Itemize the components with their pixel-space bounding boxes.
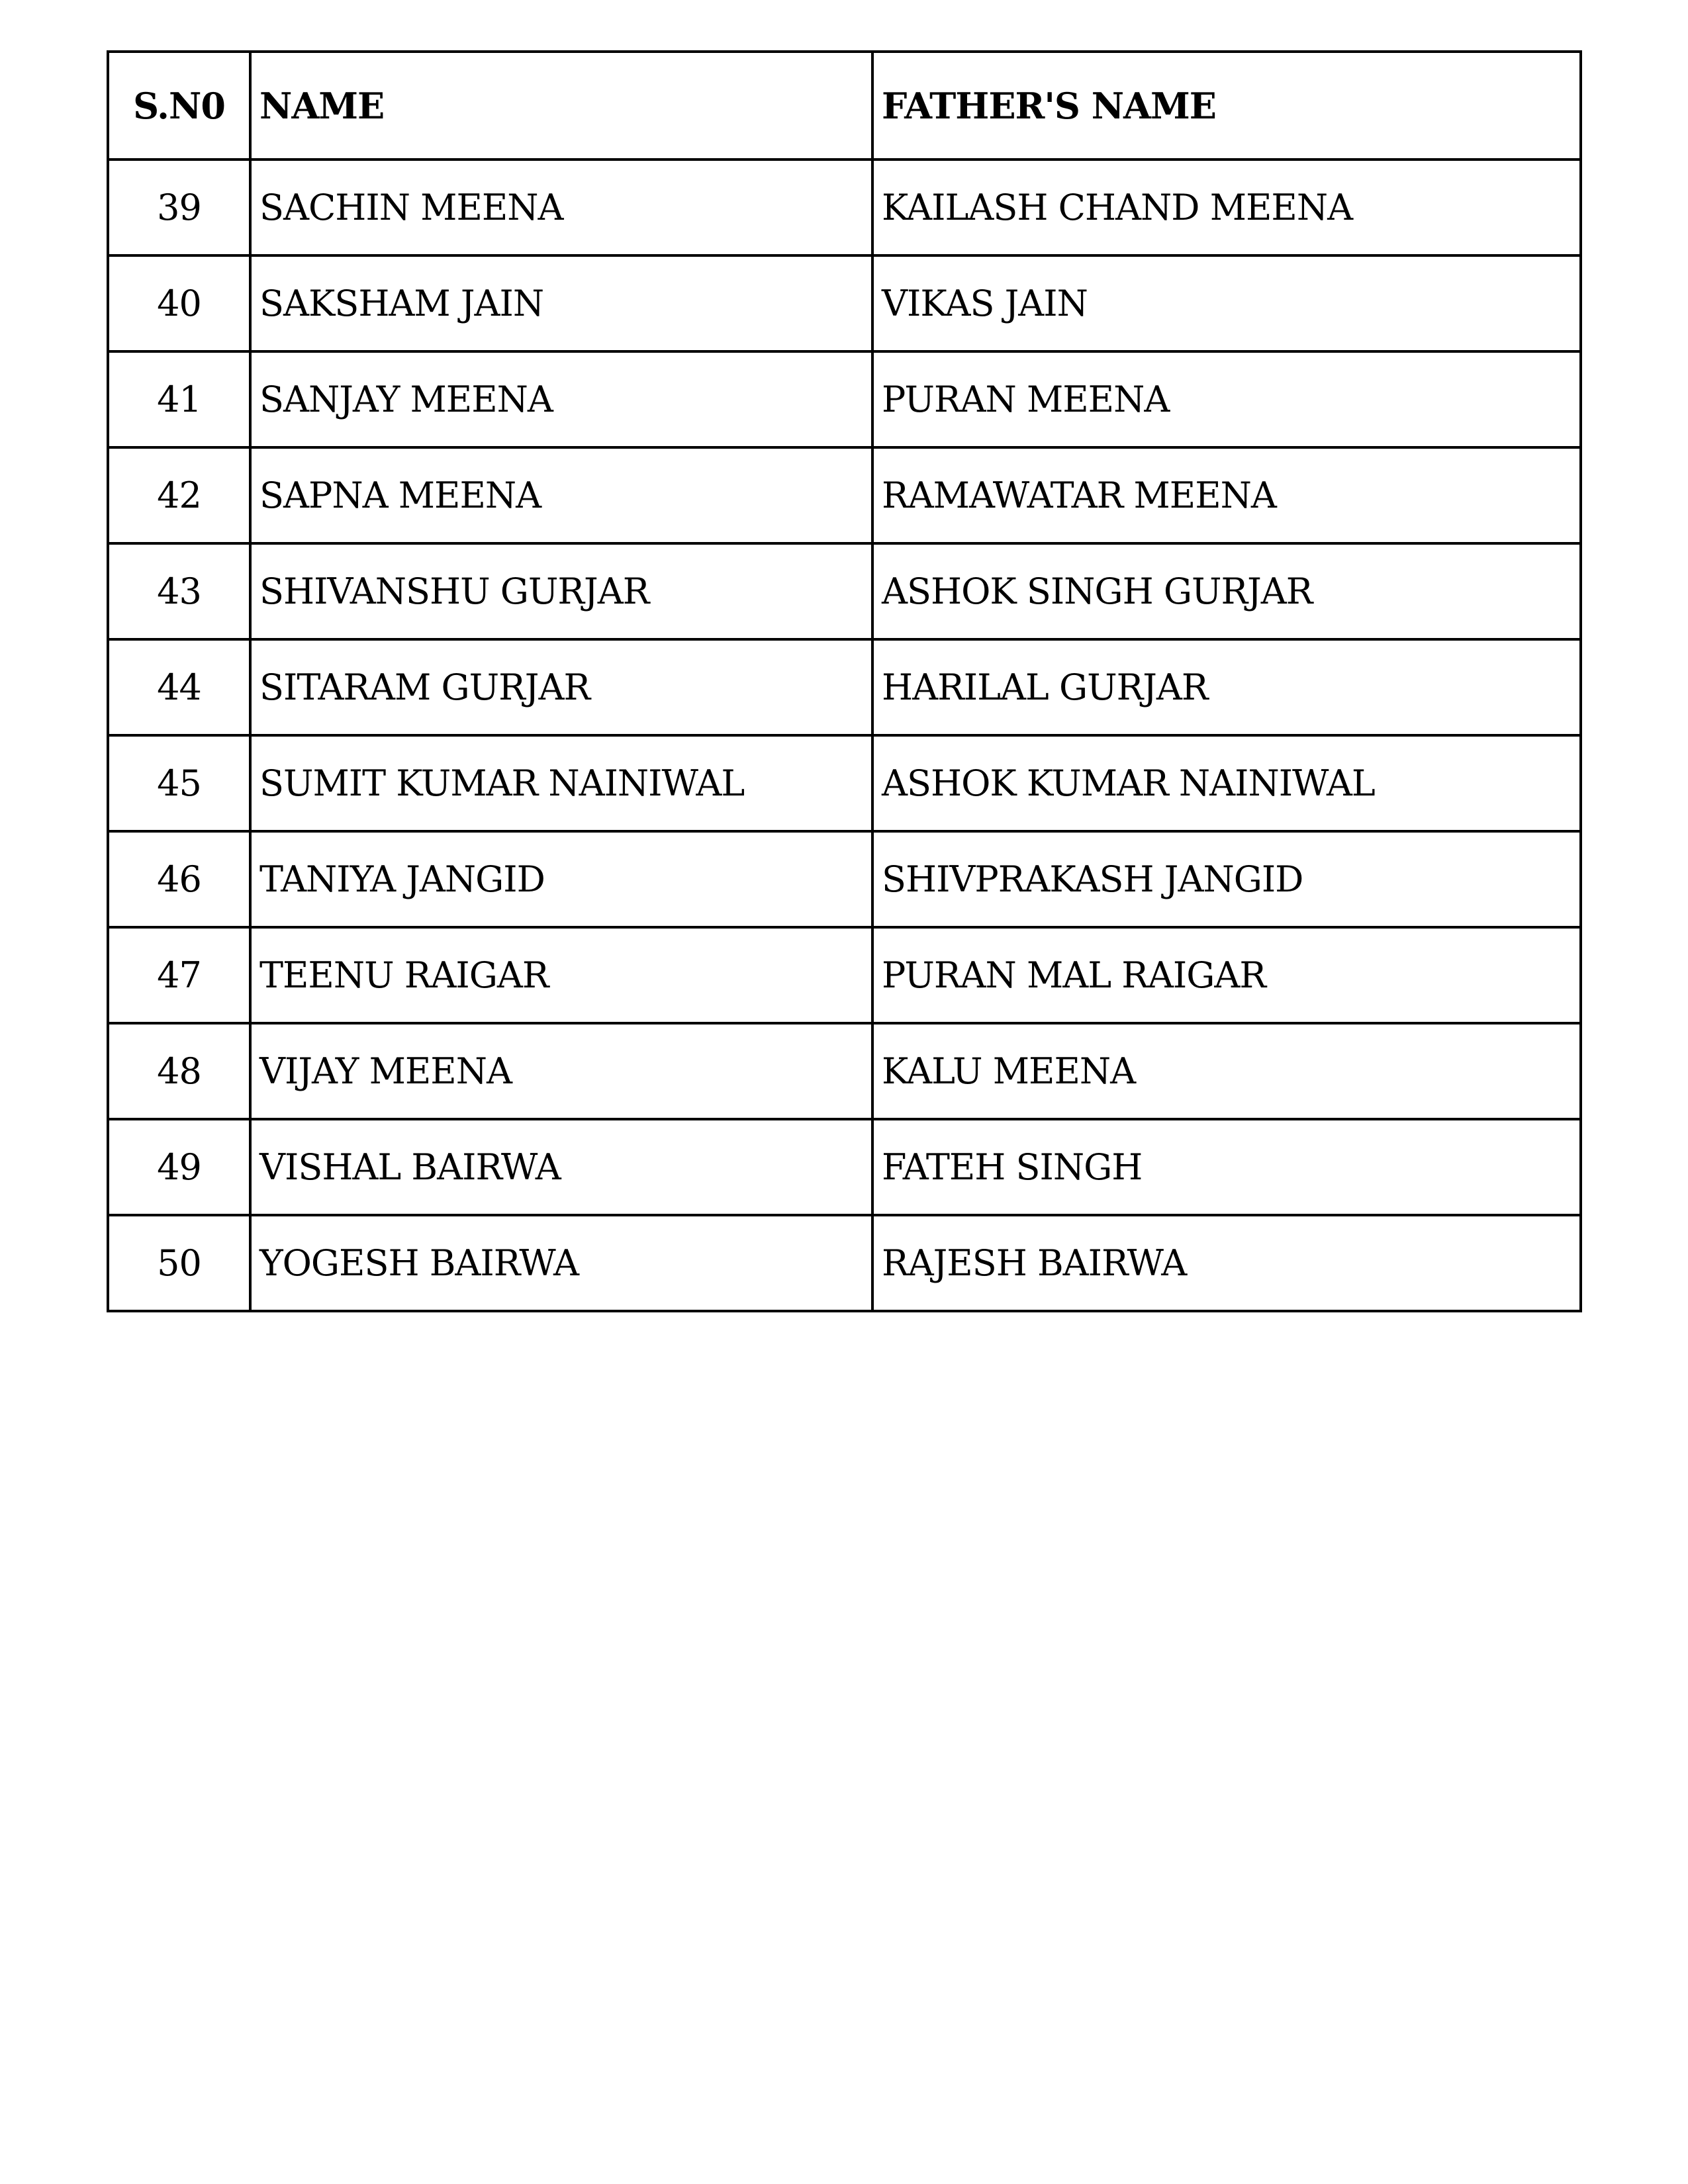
cell-sno: 50 xyxy=(108,1215,250,1311)
header-sno: S.N0 xyxy=(108,52,250,159)
cell-father-name: KALU MEENA xyxy=(872,1023,1581,1119)
table-row xyxy=(108,735,1581,831)
table-row xyxy=(108,255,1581,351)
cell-sno: 44 xyxy=(108,639,250,735)
cell-name: TANIYA JANGID xyxy=(250,831,872,927)
cell-name: SHIVANSHU GURJAR xyxy=(250,543,872,639)
table-header-row xyxy=(108,52,1581,159)
cell-name: VIJAY MEENA xyxy=(250,1023,872,1119)
cell-father-name: FATEH SINGH xyxy=(872,1119,1581,1215)
table-row xyxy=(108,831,1581,927)
table-row xyxy=(108,1023,1581,1119)
header-father-name: FATHER'S NAME xyxy=(872,52,1581,159)
cell-sno: 46 xyxy=(108,831,250,927)
cell-name: SACHIN MEENA xyxy=(250,159,872,255)
cell-name: SANJAY MEENA xyxy=(250,351,872,447)
cell-father-name: HARILAL GURJAR xyxy=(872,639,1581,735)
cell-father-name: PURAN MEENA xyxy=(872,351,1581,447)
cell-sno: 43 xyxy=(108,543,250,639)
cell-sno: 41 xyxy=(108,351,250,447)
cell-father-name: SHIVPRAKASH JANGID xyxy=(872,831,1581,927)
table-row xyxy=(108,1215,1581,1311)
cell-sno: 48 xyxy=(108,1023,250,1119)
table-row xyxy=(108,927,1581,1023)
cell-father-name: KAILASH CHAND MEENA xyxy=(872,159,1581,255)
cell-father-name: RAMAWATAR MEENA xyxy=(872,447,1581,543)
cell-sno: 42 xyxy=(108,447,250,543)
cell-father-name: RAJESH BAIRWA xyxy=(872,1215,1581,1311)
cell-sno: 49 xyxy=(108,1119,250,1215)
cell-sno: 39 xyxy=(108,159,250,255)
cell-father-name: VIKAS JAIN xyxy=(872,255,1581,351)
cell-sno: 40 xyxy=(108,255,250,351)
table-row xyxy=(108,447,1581,543)
table-row xyxy=(108,639,1581,735)
header-name: NAME xyxy=(250,52,872,159)
cell-name: SUMIT KUMAR NAINIWAL xyxy=(250,735,872,831)
table-row xyxy=(108,543,1581,639)
table-row xyxy=(108,159,1581,255)
cell-name: VISHAL BAIRWA xyxy=(250,1119,872,1215)
cell-father-name: PURAN MAL RAIGAR xyxy=(872,927,1581,1023)
cell-name: SITARAM GURJAR xyxy=(250,639,872,735)
table-row xyxy=(108,1119,1581,1215)
student-table xyxy=(107,50,1582,1312)
cell-name: TEENU RAIGAR xyxy=(250,927,872,1023)
cell-name: SAPNA MEENA xyxy=(250,447,872,543)
cell-sno: 47 xyxy=(108,927,250,1023)
table-row xyxy=(108,351,1581,447)
cell-name: YOGESH BAIRWA xyxy=(250,1215,872,1311)
cell-sno: 45 xyxy=(108,735,250,831)
cell-father-name: ASHOK KUMAR NAINIWAL xyxy=(872,735,1581,831)
cell-name: SAKSHAM JAIN xyxy=(250,255,872,351)
cell-father-name: ASHOK SINGH GURJAR xyxy=(872,543,1581,639)
